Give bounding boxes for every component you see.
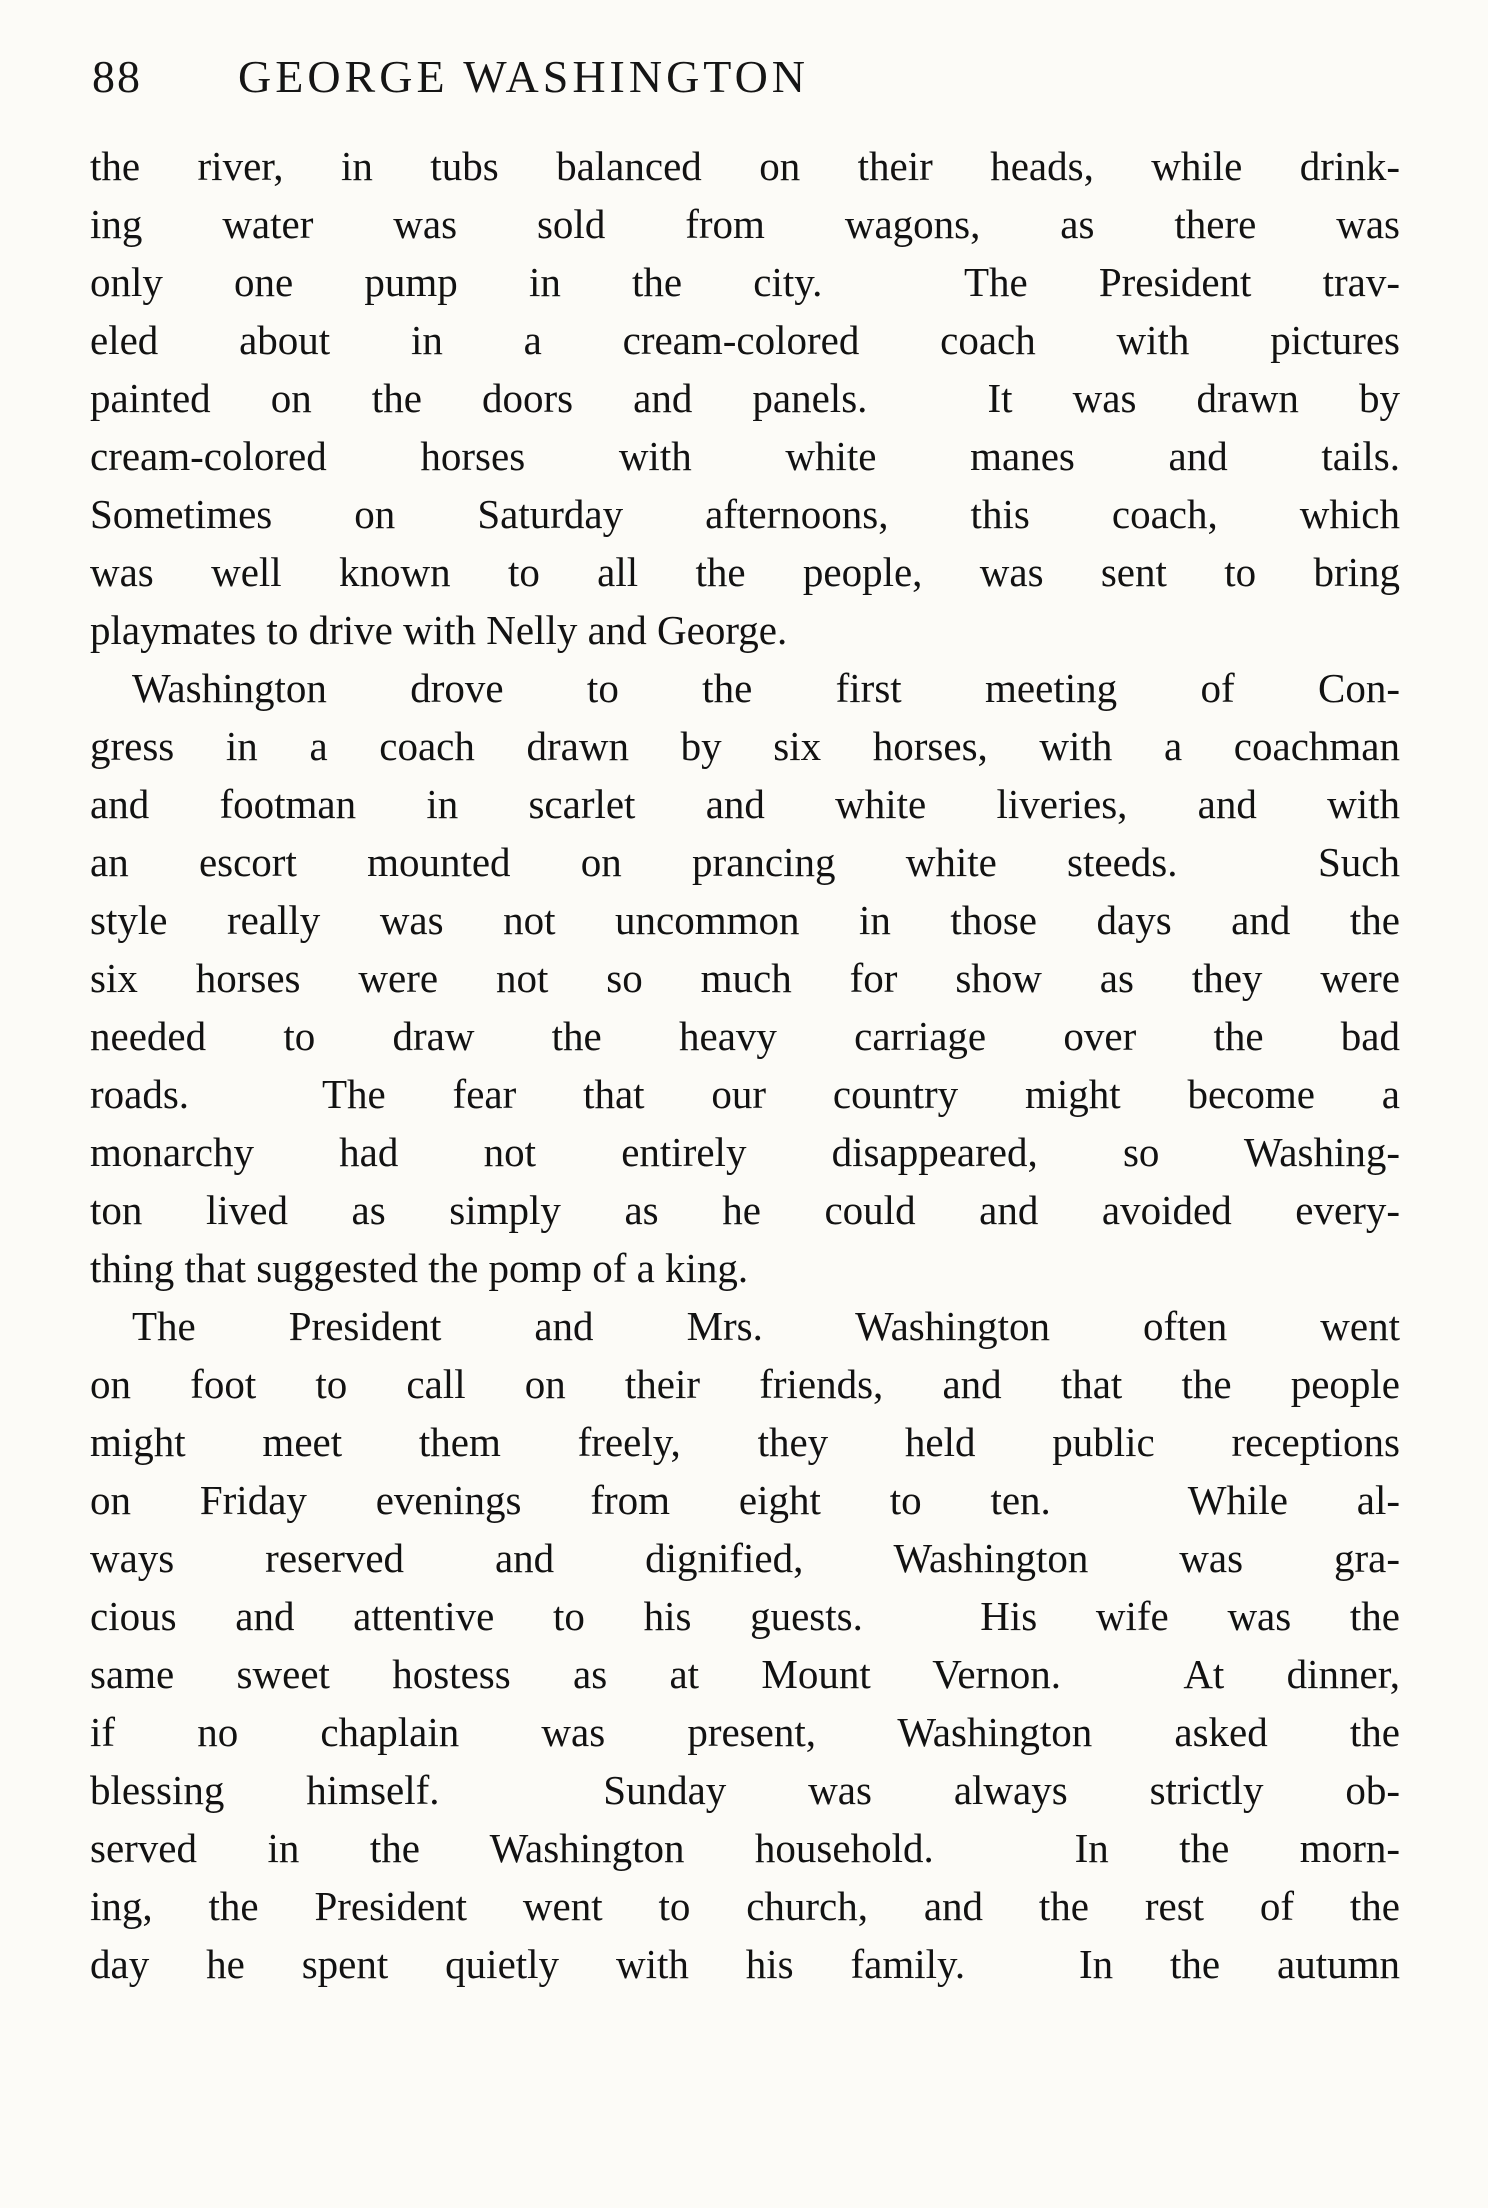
text-line: was well known to all the people, was sent to bring — [90, 549, 1400, 595]
text-line: served in the Washington household. In the morn- — [90, 1825, 1400, 1871]
paragraph — [90, 659, 1400, 1297]
text-line: cious and attentive to his guests. His wife was the — [90, 1593, 1400, 1639]
text-line: six horses were not so much for show as they were — [90, 955, 1400, 1001]
running-title: GEORGE WASHINGTON — [238, 51, 810, 102]
text-line: an escort mounted on prancing white steeds. Such — [90, 839, 1400, 885]
page-header — [0, 0, 1488, 103]
text-line: Washington drove to the first meeting of Con- — [132, 665, 1400, 711]
text-line: needed to draw the heavy carriage over the bad — [90, 1013, 1400, 1059]
text-line: gress in a coach drawn by six horses, with a coachman — [90, 723, 1400, 769]
text-line: The President and Mrs. Washington often went — [132, 1303, 1400, 1349]
text-line: eled about in a cream-colored coach with pictures — [90, 317, 1400, 363]
text-line: style really was not uncommon in those days and the — [90, 897, 1400, 943]
text-line: ing water was sold from wagons, as there was — [90, 201, 1400, 247]
text-line: Sometimes on Saturday afternoons, this coach, which — [90, 491, 1400, 537]
text-line: blessing himself. Sunday was always strictly ob- — [90, 1767, 1400, 1813]
page-number: 88 — [92, 51, 142, 102]
text-line: only one pump in the city. The President trav- — [90, 259, 1400, 305]
paragraph — [90, 137, 1400, 659]
text-line: day he spent quietly with his family. In the autumn — [90, 1941, 1400, 1987]
text-line: cream-colored horses with white manes and tails. — [90, 433, 1400, 479]
text-line: roads. The fear that our country might become a — [90, 1071, 1400, 1117]
text-line: painted on the doors and panels. It was drawn by — [90, 375, 1400, 421]
paragraph — [90, 1297, 1400, 1993]
text-line: might meet them freely, they held public receptions — [90, 1419, 1400, 1465]
text-line: same sweet hostess as at Mount Vernon. At dinner, — [90, 1651, 1400, 1697]
text-line: on Friday evenings from eight to ten. While al- — [90, 1477, 1400, 1523]
text-line: on foot to call on their friends, and that the people — [90, 1361, 1400, 1407]
body-text — [0, 137, 1488, 1993]
text-line: ton lived as simply as he could and avoided every- — [90, 1187, 1400, 1233]
text-line: ing, the President went to church, and the rest of the — [90, 1883, 1400, 1929]
text-line: ways reserved and dignified, Washington was gra- — [90, 1535, 1400, 1581]
text-line: playmates to drive with Nelly and George. — [90, 607, 788, 653]
text-line: and footman in scarlet and white liveries, and with — [90, 781, 1400, 827]
text-line: if no chaplain was present, Washington asked the — [90, 1709, 1400, 1755]
text-line: the river, in tubs balanced on their heads, while drink- — [90, 143, 1400, 189]
text-line: thing that suggested the pomp of a king. — [90, 1245, 749, 1291]
text-line: monarchy had not entirely disappeared, so Washing- — [90, 1129, 1400, 1175]
